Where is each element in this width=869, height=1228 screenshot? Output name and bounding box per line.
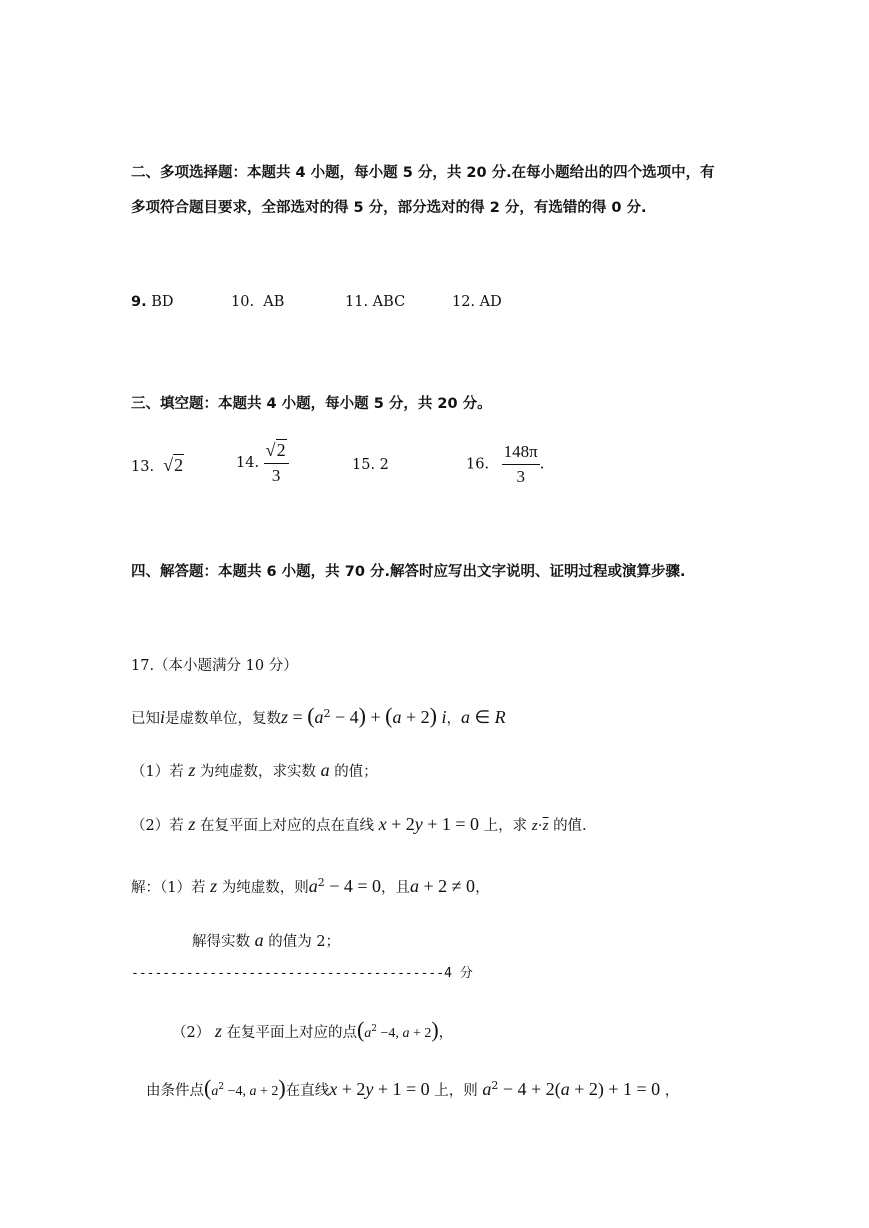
sol-text: ， xyxy=(475,880,490,896)
section3-heading: 三、填空题：本题共 4 小题，每小题 5 分，共 20 分。 xyxy=(131,396,492,412)
sol-text: 的值为 2； xyxy=(268,934,341,950)
q17-solution-1: 解：（1）若 z 为纯虚数，则$a^2 - 4 = 0$，且a + 2 ≠ 0， xyxy=(131,876,490,896)
part-text: 上，求 xyxy=(483,818,528,834)
section4-heading: 四、解答题：本题共 6 小题，共 70 分.解答时应写出文字说明、证明过程或演算步骤. xyxy=(131,564,686,580)
q17-solution-4: 由条件点($a^2 -4$, a + 2)在直线x + 2y + 1 = 0 上，则 $a^2 - 4 + 2(a + 2) + 1 = 0$ ， xyxy=(146,1075,680,1100)
fill-num: 16. xyxy=(466,456,490,473)
q17-part1: （1）若 z 为纯虚数，求实数 a 的值； xyxy=(131,760,378,780)
mc-answer-9 xyxy=(131,294,174,310)
fraction-denominator: 3 xyxy=(271,466,281,485)
section2-line1: 二、多项选择题：本题共 4 小题，每小题 5 分，共 20 分.在每小题给出的四个选项中，有 xyxy=(131,165,715,181)
fraction-denominator: 3 xyxy=(516,467,525,486)
stem-text: 已知 xyxy=(131,711,160,727)
score-divider: ----------------------------------------4 分 xyxy=(131,966,473,981)
mc-ans: BD xyxy=(151,294,174,310)
sol-text: 由条件点 xyxy=(146,1083,204,1099)
mc-ans: AD xyxy=(479,294,502,310)
fill-num: 15. xyxy=(352,457,376,473)
fill-num: 14. xyxy=(236,455,260,471)
part-text: 为纯虚数，求实数 xyxy=(199,764,316,780)
fill-ans: 2 xyxy=(379,457,389,473)
fill-answer-14 xyxy=(236,440,289,486)
fraction-numerator: √2 xyxy=(264,440,289,464)
period: . xyxy=(539,456,545,473)
mc-answer-12 xyxy=(452,294,502,310)
radicand: 2 xyxy=(174,455,184,475)
sol-text: ，且 xyxy=(381,880,411,896)
mc-num: 9. xyxy=(131,294,147,310)
mc-num: 11. xyxy=(345,294,369,310)
mc-ans: AB xyxy=(263,294,285,310)
fill-answer-16 xyxy=(466,442,544,487)
q17-title: 17.（本小题满分 10 分） xyxy=(131,658,298,674)
sol-text: 上，则 xyxy=(434,1083,478,1099)
stem-text: 是虚数单位，复数 xyxy=(165,711,282,727)
sol-text: 解：（1）若 xyxy=(131,880,206,896)
sol-text: ， xyxy=(664,1083,680,1099)
q17-stem: 已知i是虚数单位，复数$z = (a^2 - 4) + (a + 2)$ i，a ∈ R xyxy=(131,703,506,728)
fill-answer-13 xyxy=(131,455,184,476)
sol-text: 为纯虚数，则 xyxy=(221,880,309,896)
sol-text: （2） xyxy=(172,1025,211,1041)
fill-num: 13. xyxy=(131,459,155,475)
q17-solution-3: （2） z 在复平面上对应的点($a^2 -4$, a + 2)， xyxy=(172,1017,454,1042)
fraction-numerator: 148π xyxy=(502,442,540,465)
radicand: 2 xyxy=(276,440,286,460)
fill-answer-15 xyxy=(352,457,389,473)
math-var: i xyxy=(160,707,166,727)
sol-text: ， xyxy=(438,1025,454,1041)
part-text: 在复平面上对应的点在直线 xyxy=(199,818,374,834)
part-text: （2）若 xyxy=(131,818,184,834)
math-var: z xyxy=(281,707,289,727)
sol-text: 在复平面上对应的点 xyxy=(226,1025,357,1041)
mc-num: 10. xyxy=(231,294,255,310)
mc-num: 12. xyxy=(452,294,476,310)
part-text: 的值. xyxy=(553,818,587,834)
section2-line2: 多项符合题目要求，全部选对的得 5 分，部分选对的得 2 分，有选错的得 0 分. xyxy=(131,200,647,216)
mc-ans: ABC xyxy=(372,294,406,310)
mc-answer-10 xyxy=(231,294,284,310)
q17-solution-2: 解得实数 a 的值为 2； xyxy=(192,930,341,950)
part-text: 的值； xyxy=(334,764,378,780)
fraction xyxy=(264,440,289,486)
sqrt-expression: √2 xyxy=(163,455,184,475)
q17-part2: （2）若 z 在复平面上对应的点在直线 x + 2y + 1 = 0 上，求 $z\cdot\overline{z}$ 的值. xyxy=(131,814,587,834)
part-text: （1）若 xyxy=(131,764,184,780)
sol-text: 解得实数 xyxy=(192,934,250,950)
fraction xyxy=(502,442,540,487)
mc-answer-11 xyxy=(345,294,405,310)
sol-text: 在直线 xyxy=(285,1083,330,1099)
